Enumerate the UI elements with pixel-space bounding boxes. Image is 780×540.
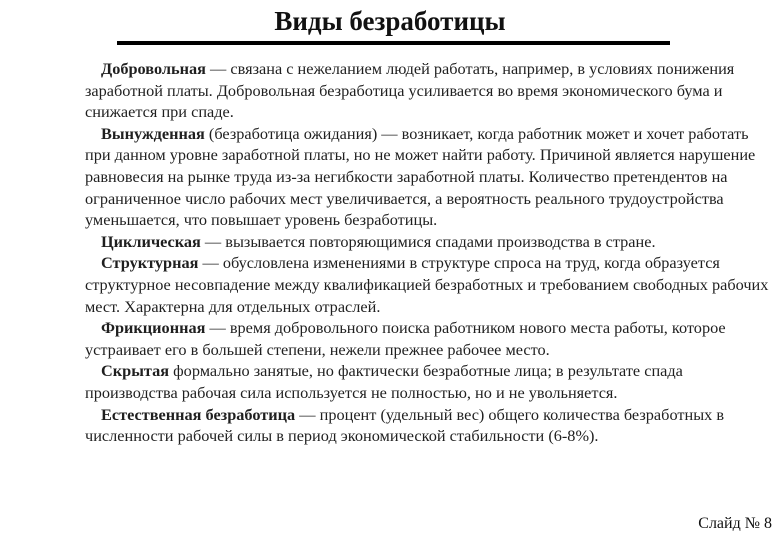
slide-number: Слайд № 8 — [698, 515, 772, 532]
term-cyclical: Циклическая — [101, 231, 201, 251]
slide-title: Виды безработицы — [274, 6, 506, 36]
definition-hidden: формально занятые, но фактически безработные лица; в результате спада производства рабочая сила используется не полностью, но и не увольняется. — [85, 361, 683, 402]
definition-frictional: — время добровольного поиска работником нового места работы, которое устраивает его в большей степени, нежели прежнее рабочее место. — [85, 318, 726, 359]
term-forced: Вынужденная — [101, 123, 205, 143]
paragraph-forced — [85, 123, 775, 231]
paragraph-voluntary — [85, 58, 775, 123]
paragraph-frictional — [85, 317, 775, 360]
title-underline — [117, 41, 670, 45]
paragraph-cyclical — [85, 231, 775, 253]
definition-cyclical: — вызывается повторяющимися спадами производства в стране. — [200, 231, 656, 251]
paragraph-structural — [85, 252, 775, 317]
term-natural: Естественная безработица — [101, 404, 296, 424]
unemployment-types-text — [85, 58, 775, 447]
definition-forced: (безработица ожидания) — возникает, когда работник может и хочет работать при данном уровне заработной платы, но не может найти работу. Причиной является нарушение равновесия на рынке труда из-за негибкости заработной платы. Количество претендентов на ограниченное число рабочих мест увеличивается, а вероятность реального трудоустройства уменьшается, что повышает уровень безработицы. — [85, 123, 756, 230]
definition-voluntary: — связана с нежеланием людей работать, например, в условиях понижения заработной платы. Добровольная безработица усиливается во время экономического бума и снижается при спаде. — [85, 59, 735, 122]
paragraph-hidden — [85, 360, 775, 403]
definition-natural: — процент (удельный вес) общего количества безработных в численности рабочей силы в период экономической стабильности (6-8%). — [85, 404, 725, 446]
term-frictional: Фрикционная — [101, 318, 206, 338]
term-hidden: Скрытая — [101, 361, 170, 381]
term-voluntary: Добровольная — [101, 59, 206, 78]
definition-structural: — обусловлена изменениями в структуре спроса на труд, когда образуется структурное несовпадение между квалификацией безработных и требованием свободных рабочих мест. Характерна для отдельных отраслей. — [85, 253, 769, 316]
paragraph-natural — [85, 404, 775, 447]
term-structural: Структурная — [101, 253, 199, 273]
